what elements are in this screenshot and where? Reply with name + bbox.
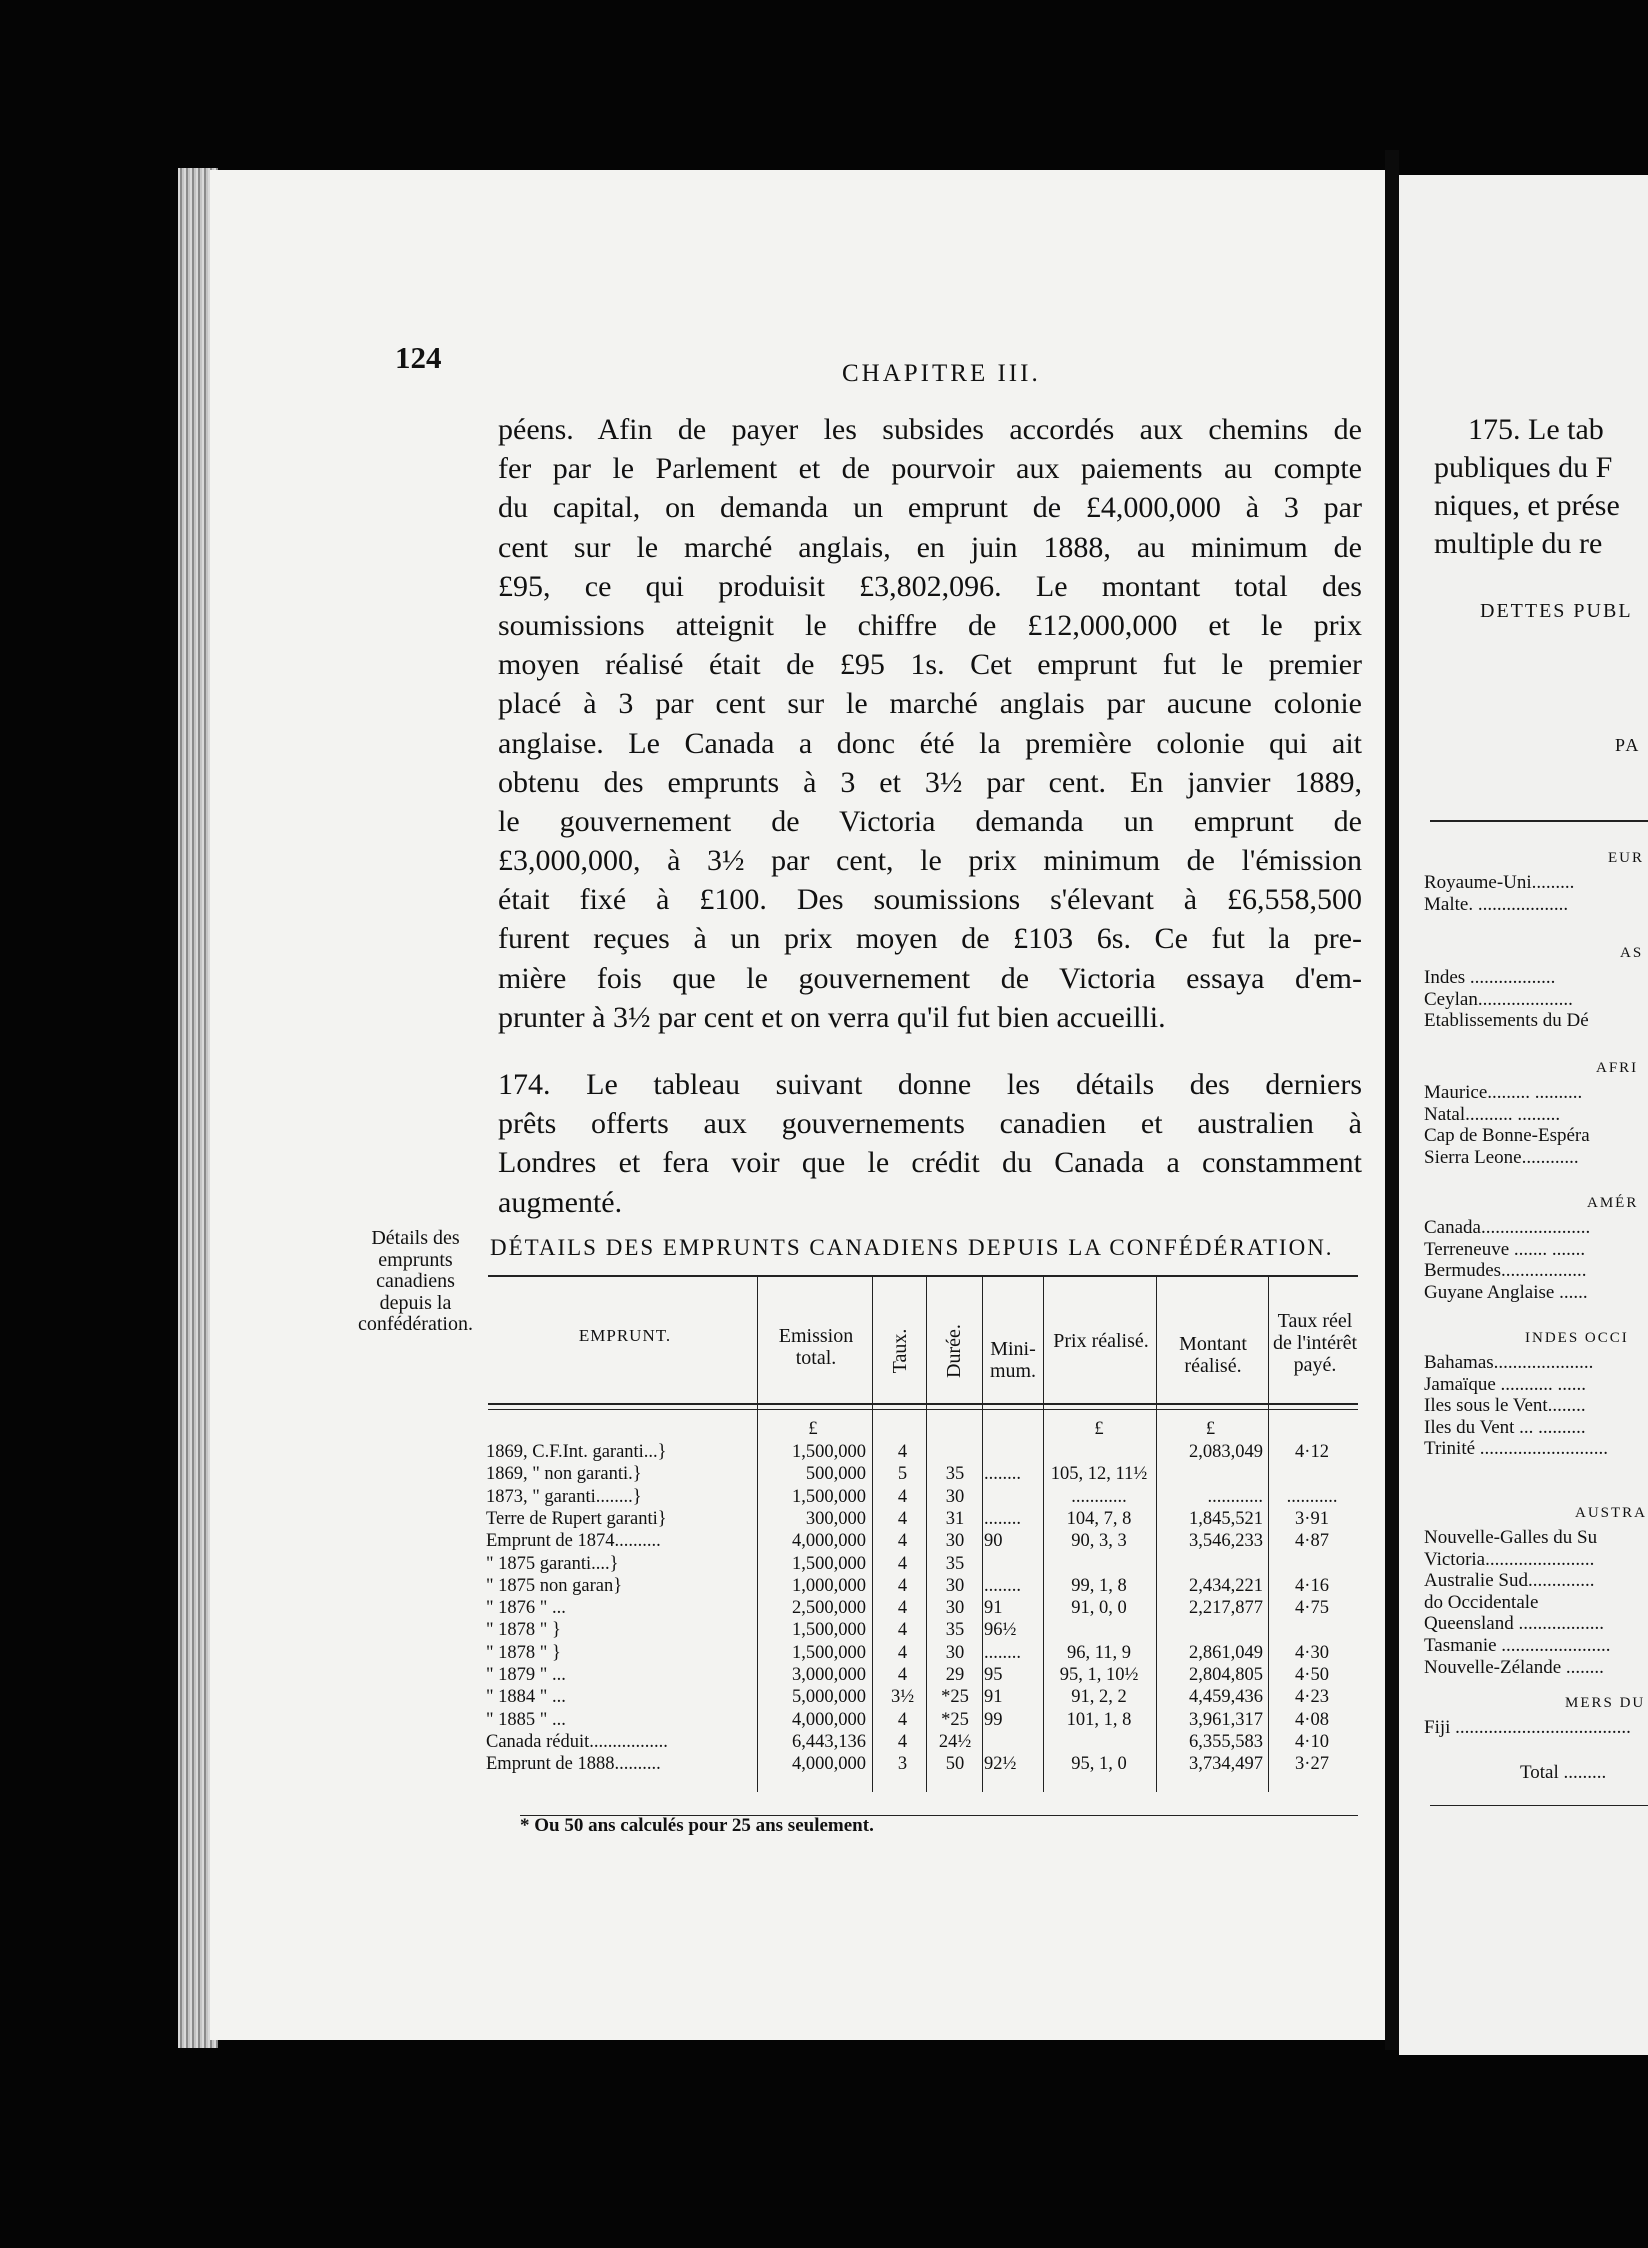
- facing-row-label: Tasmanie .......................: [1424, 1635, 1611, 1656]
- table-cell-montant: ............: [1207, 1486, 1263, 1507]
- table-cell-prix: 95, 1, 10½: [1059, 1665, 1139, 1685]
- table-cell-emission: 1,500,000: [792, 1486, 866, 1507]
- table-cell-name: " 1879 " ...: [486, 1665, 566, 1685]
- table-cell-taux: 4: [897, 1553, 908, 1574]
- table-cell-montant: 2,083,049: [1189, 1442, 1263, 1462]
- page-number: 124: [395, 340, 442, 375]
- table-cell-emission: 4,000,000: [792, 1531, 866, 1552]
- facing-row-label: Ceylan....................: [1424, 988, 1573, 1010]
- text-line: moyen réalisé était de £95 1s. Cet emprunt fut le premier: [498, 648, 1362, 682]
- table-cell-reel: 4·10: [1295, 1731, 1329, 1752]
- table-cell-duree: *25: [941, 1687, 969, 1708]
- facing-row-label: Iles du Vent ... ..........: [1424, 1416, 1586, 1438]
- table-cell-prix: 104, 7, 8: [1066, 1508, 1132, 1529]
- table-cell-taux: 4: [897, 1731, 908, 1752]
- col-sep-3: [926, 1277, 927, 1792]
- paragraph-173-continued: [498, 410, 1362, 1037]
- table-cell-duree: 50: [945, 1754, 965, 1775]
- table-cell-name: " 1875 garanti....}: [486, 1553, 619, 1574]
- facing-text-line: niques, et prése: [1434, 489, 1620, 522]
- table-cell-emission: 4,000,000: [792, 1709, 866, 1730]
- header-taux-reel: Taux réel de l'intérêt payé.: [1272, 1310, 1358, 1376]
- text-line: obtenu des emprunts à 3 et 3½ par cent. En janvier 1889,: [498, 765, 1362, 799]
- table-cell-montant: 3,734,497: [1189, 1754, 1263, 1775]
- table-header-rule-2: [488, 1409, 1358, 1410]
- table-cell-reel: 4·08: [1295, 1709, 1329, 1730]
- facing-row-label: Sierra Leone............: [1424, 1146, 1579, 1168]
- table-cell-minimum: 92½: [984, 1754, 1017, 1775]
- table-cell-emission: 300,000: [805, 1508, 866, 1529]
- table-cell-duree: 30: [945, 1531, 965, 1552]
- table-cell-taux: 4: [897, 1575, 908, 1596]
- facing-total: Total .........: [1520, 1762, 1607, 1783]
- table-cell-name: " 1876 " ...: [486, 1598, 566, 1619]
- facing-rule: [1430, 820, 1648, 822]
- table-cell-montant: 2,434,221: [1189, 1575, 1263, 1596]
- text-line: 174. Le tableau suivant donne les détails des derniers: [498, 1068, 1362, 1101]
- table-cell-emission: 2,500,000: [792, 1598, 866, 1619]
- text-line: placé à 3 par cent sur le marché anglais par aucune colonie: [498, 687, 1362, 721]
- table-cell-emission: 1,500,000: [792, 1553, 866, 1574]
- text-line: mière fois que le gouvernement de Victoria essaya d'em-: [498, 961, 1362, 995]
- table-cell-minimum: ........: [984, 1575, 1021, 1596]
- table-cell-prix: ............: [1071, 1486, 1127, 1507]
- table-cell-taux: 4: [897, 1531, 908, 1552]
- table-cell-name: 1873, " garanti........}: [486, 1486, 642, 1507]
- table-cell-taux: 4: [897, 1709, 908, 1730]
- table-top-rule: [488, 1275, 1358, 1277]
- facing-table-title: DETTES PUBL: [1480, 600, 1633, 622]
- facing-row-label: Nouvelle-Galles du Su: [1424, 1527, 1598, 1548]
- table-cell-minimum: 95: [984, 1665, 1003, 1685]
- currency-emission: £: [808, 1419, 818, 1439]
- table-cell-reel: 4·87: [1295, 1531, 1329, 1552]
- table-cell-duree: *25: [941, 1709, 969, 1730]
- facing-section-label: AS: [1620, 945, 1644, 961]
- text-line: du capital, on demanda un emprunt de £4,000,000 à 3 par: [498, 491, 1362, 525]
- facing-row-label: Nouvelle-Zélande ........: [1424, 1656, 1604, 1678]
- table-cell-prix: 95, 1, 0: [1071, 1754, 1127, 1775]
- text-line: £3,000,000, à 3½ par cent, le prix minimum de l'émission: [498, 844, 1362, 878]
- facing-column-head: PA: [1615, 735, 1641, 755]
- table-cell-emission: 1,500,000: [792, 1620, 866, 1641]
- table-cell-name: Emprunt de 1874..........: [486, 1531, 661, 1552]
- text-line: augmenté.: [498, 1185, 623, 1219]
- table-cell-taux: 5: [897, 1464, 908, 1485]
- table-cell-duree: 35: [945, 1553, 965, 1574]
- book-gutter: [1385, 150, 1399, 2050]
- header-emprunt: EMPRUNT.: [578, 1326, 672, 1345]
- facing-row-label: Natal.......... .........: [1424, 1103, 1561, 1125]
- facing-row-label: Royaume-Uni.........: [1424, 872, 1575, 893]
- facing-section-label: MERS DU: [1565, 1695, 1646, 1711]
- facing-row-label: Guyane Anglaise ......: [1424, 1281, 1588, 1303]
- text-line: £95, ce qui produisit £3,802,096. Le montant total des: [498, 569, 1362, 603]
- text-line: anglaise. Le Canada a donc été la première colonie qui ait: [498, 726, 1362, 760]
- table-cell-montant: 2,861,049: [1189, 1642, 1263, 1663]
- text-line: Londres et fera voir que le crédit du Canada a constamment: [498, 1146, 1362, 1180]
- col-sep-2: [872, 1277, 873, 1792]
- facing-section-label: AFRI: [1596, 1060, 1639, 1076]
- facing-section-label: AUSTRA: [1575, 1505, 1648, 1521]
- text-line: cent sur le marché anglais, en juin 1888, au minimum de: [498, 530, 1362, 564]
- facing-row-label: Bermudes..................: [1424, 1260, 1587, 1282]
- table-cell-reel: 3·27: [1295, 1754, 1329, 1775]
- facing-text-line: multiple du re: [1434, 527, 1603, 560]
- table-cell-minimum: 90: [984, 1531, 1003, 1552]
- facing-section-label: EUR: [1608, 850, 1644, 866]
- table-cell-name: Terre de Rupert garanti}: [486, 1508, 667, 1529]
- text-line: prunter à 3½ par cent et on verra qu'il fut bien accueilli.: [498, 1000, 1166, 1034]
- table-cell-reel: 4·50: [1295, 1665, 1329, 1685]
- facing-row-label: Australie Sud..............: [1424, 1570, 1595, 1592]
- table-cell-prix: 105, 12, 11½: [1050, 1464, 1148, 1485]
- table-cell-minimum: 96½: [984, 1620, 1017, 1641]
- table-cell-minimum: 91: [984, 1687, 1003, 1708]
- facing-row-label: Maurice......... ..........: [1424, 1082, 1583, 1103]
- table-cell-montant: 1,845,521: [1189, 1508, 1263, 1529]
- col-sep-4: [982, 1277, 983, 1792]
- text-line: fer par le Parlement et de pourvoir aux paiements au compte: [498, 452, 1362, 486]
- facing-row-label: Terreneuve ....... .......: [1424, 1238, 1586, 1260]
- facing-row-label: Iles sous le Vent........: [1424, 1395, 1586, 1417]
- table-cell-name: " 1885 " ...: [486, 1709, 566, 1730]
- table-cell-minimum: ........: [984, 1642, 1021, 1663]
- table-cell-montant: 6,355,583: [1189, 1731, 1263, 1752]
- table-cell-emission: 4,000,000: [792, 1754, 866, 1775]
- header-minimum: Mini-mum.: [989, 1338, 1037, 1382]
- facing-row-label: Victoria.......................: [1424, 1548, 1595, 1570]
- col-sep-7: [1268, 1277, 1269, 1792]
- table-cell-reel: 4·12: [1295, 1442, 1329, 1462]
- table-cell-reel: 4·30: [1295, 1642, 1329, 1663]
- table-cell-montant: 3,961,317: [1189, 1709, 1263, 1730]
- table-cell-montant: 4,459,436: [1189, 1687, 1263, 1708]
- table-cell-duree: 29: [945, 1665, 965, 1685]
- table-cell-prix: 96, 11, 9: [1066, 1642, 1132, 1663]
- table-cell-montant: 2,804,805: [1189, 1665, 1263, 1685]
- table-cell-duree: 30: [945, 1575, 965, 1596]
- facing-bottom-rule: [1430, 1805, 1648, 1806]
- margin-note: Détails des emprunts canadiens depuis la confédération.: [358, 1227, 473, 1335]
- table-cell-duree: 30: [945, 1486, 965, 1507]
- facing-row-label: Canada.......................: [1424, 1217, 1591, 1238]
- text-line: furent reçues à un prix moyen de £103 6s. Ce fut la pre-: [498, 922, 1362, 956]
- table-cell-reel: 3·91: [1295, 1508, 1329, 1529]
- text-line: prêts offerts aux gouvernements canadien et australien à: [498, 1107, 1362, 1141]
- table-cell-prix: 90, 3, 3: [1071, 1531, 1127, 1552]
- table-cell-taux: 4: [897, 1642, 908, 1663]
- currency-montant: £: [1205, 1419, 1216, 1439]
- text-line: péens. Afin de payer les subsides accordés aux chemins de: [498, 413, 1362, 446]
- table-cell-name: 1869, " non garanti.}: [486, 1464, 642, 1485]
- table-cell-montant: 3,546,233: [1189, 1531, 1263, 1552]
- table-cell-emission: 1,500,000: [792, 1442, 866, 1462]
- table-cell-emission: 3,000,000: [792, 1665, 866, 1685]
- header-taux: Taux.: [889, 1328, 911, 1374]
- table-cell-name: " 1875 non garan}: [486, 1575, 623, 1596]
- table-cell-prix: 101, 1, 8: [1066, 1709, 1132, 1730]
- table-cell-prix: 99, 1, 8: [1071, 1575, 1127, 1596]
- header-montant: Montant réalisé.: [1179, 1333, 1247, 1377]
- table-cell-duree: 24½: [938, 1731, 972, 1752]
- table-cell-reel: 4·23: [1295, 1687, 1329, 1708]
- table-cell-duree: 30: [945, 1642, 965, 1663]
- table-cell-reel: 4·16: [1295, 1575, 1329, 1596]
- table-cell-emission: 1,500,000: [792, 1642, 866, 1663]
- table-cell-taux: 4: [897, 1598, 908, 1619]
- table-cell-duree: 35: [945, 1464, 965, 1485]
- facing-text-line: publiques du F: [1434, 451, 1613, 484]
- col-sep-6: [1156, 1277, 1157, 1792]
- table-cell-montant: 2,217,877: [1189, 1598, 1263, 1619]
- table-cell-emission: 5,000,000: [792, 1687, 866, 1708]
- table-cell-name: Emprunt de 1888..........: [486, 1754, 661, 1775]
- facing-row-label: Queensland ..................: [1424, 1613, 1604, 1635]
- table-cell-taux: 4: [897, 1442, 908, 1462]
- table-cell-duree: 30: [945, 1598, 965, 1619]
- running-head: CHAPITRE III.: [842, 360, 1041, 387]
- text-line: était fixé à £100. Des soumissions s'élevant à £6,558,500: [498, 883, 1362, 917]
- table-cell-taux: 4: [897, 1665, 908, 1685]
- table-cell-taux: 4: [897, 1508, 908, 1529]
- table-cell-name: " 1878 " }: [486, 1620, 561, 1641]
- table-cell-minimum: ........: [984, 1464, 1021, 1485]
- facing-section-label: INDES OCCI: [1525, 1330, 1629, 1346]
- table-cell-name: 1869, C.F.Int. garanti...}: [486, 1442, 667, 1462]
- facing-text-line: 175. Le tab: [1468, 413, 1604, 446]
- facing-row-label: Malte. ...................: [1424, 893, 1569, 915]
- facing-row-label: Etablissements du Dé: [1424, 1010, 1589, 1032]
- table-footnote: * Ou 50 ans calculés pour 25 ans seulement.: [520, 1815, 874, 1836]
- table-cell-duree: 31: [945, 1508, 965, 1529]
- text-line: soumissions atteignit le chiffre de £12,000,000 et le prix: [498, 608, 1362, 642]
- table-cell-reel: ...........: [1286, 1486, 1338, 1507]
- table-cell-name: " 1884 " ...: [486, 1687, 566, 1708]
- table-cell-taux: 4: [897, 1486, 908, 1507]
- header-emission: Emission total.: [778, 1325, 854, 1369]
- table-header-rule: [488, 1403, 1358, 1405]
- table-cell-emission: 1,000,000: [792, 1575, 866, 1596]
- table-cell-minimum: 99: [984, 1709, 1003, 1730]
- facing-row-label: Indes ..................: [1424, 967, 1556, 988]
- paragraph-174: [498, 1065, 1362, 1222]
- facing-section-label: AMÉR: [1587, 1195, 1639, 1211]
- table-cell-prix: 91, 0, 0: [1071, 1598, 1127, 1619]
- facing-row-label: Trinité ...........................: [1424, 1438, 1609, 1460]
- currency-prix: £: [1094, 1419, 1104, 1439]
- table-cell-prix: 91, 2, 2: [1071, 1687, 1127, 1708]
- table-cell-minimum: 91: [984, 1598, 1003, 1619]
- col-sep-5: [1043, 1277, 1044, 1792]
- table-cell-name: " 1878 " }: [486, 1642, 561, 1663]
- text-line: le gouvernement de Victoria demanda un emprunt de: [498, 804, 1362, 838]
- table-cell-taux: 3½: [890, 1687, 915, 1708]
- facing-row-label: Bahamas.....................: [1424, 1352, 1594, 1373]
- facing-row-label: Cap de Bonne-Espéra: [1424, 1125, 1590, 1147]
- table-title: DÉTAILS DES EMPRUNTS CANADIENS DEPUIS LA CONFÉDÉRATION.: [490, 1235, 1334, 1260]
- facing-row-label: do Occidentale: [1424, 1591, 1539, 1613]
- table-cell-taux: 4: [897, 1620, 908, 1641]
- table-cell-minimum: ........: [984, 1508, 1021, 1529]
- table-cell-taux: 3: [897, 1754, 908, 1775]
- header-prix: Prix réalisé.: [1053, 1330, 1149, 1352]
- table-cell-duree: 35: [945, 1620, 965, 1641]
- table-cell-emission: 500,000: [805, 1464, 866, 1485]
- header-duree: Durée.: [943, 1324, 965, 1378]
- facing-row-label: Jamaïque ........... ......: [1424, 1373, 1587, 1395]
- facing-row-label: Fiji .....................................: [1424, 1717, 1631, 1738]
- table-cell-emission: 6,443,136: [792, 1731, 866, 1752]
- table-cell-name: Canada réduit.................: [486, 1731, 668, 1752]
- table-cell-reel: 4·75: [1295, 1598, 1329, 1619]
